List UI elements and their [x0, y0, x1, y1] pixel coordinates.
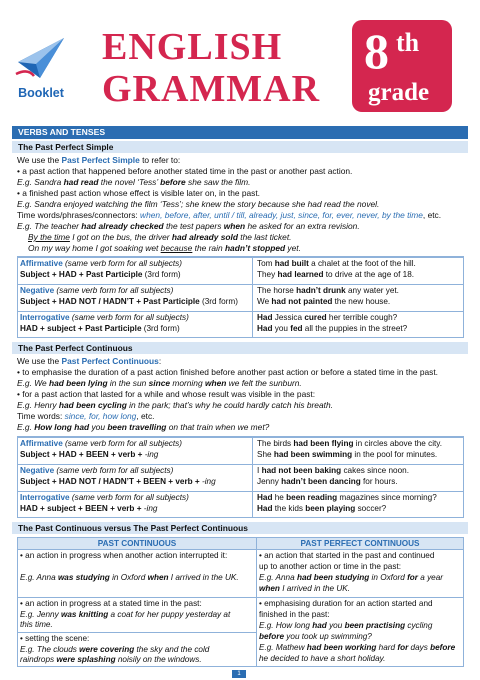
pps-example-4: By the time I got on the bus, the driver had already sold the last ticket. [28, 232, 292, 242]
left-example: raindrops were splashing noisily on the windows. [20, 655, 202, 664]
ppc-bullet-2: • for a past action that lasted for a while and whose result was visible in the past: [17, 389, 316, 399]
pps-forms-table [17, 256, 464, 338]
booklet-logo [12, 32, 70, 102]
form-example: Had you fed all the puppies in the street? [257, 324, 408, 333]
table-row [18, 284, 463, 311]
right-bullet: up to another action or time in the past: [259, 562, 402, 571]
heading-past-perfect-simple: The Past Perfect Simple [12, 141, 468, 153]
right-row-2 [257, 597, 463, 667]
ppc-example-2: E.g. Henry had been cycling in the park; that’s why he could hardly catch his breath. [17, 400, 333, 410]
right-example: he decided to have a short holiday. [259, 654, 386, 663]
pps-bullet-2: • a finished past action whose effect is visible later on, in the past. [17, 188, 260, 198]
pps-bullet-1: • a past action that happened before another stated time in the past or another past action. [17, 166, 353, 176]
form-formula: Subject + HAD NOT / HADN’T + BEEN + verb + -ing [20, 477, 216, 486]
table-row [18, 437, 463, 464]
grade-suffix: th [396, 28, 420, 57]
left-example: E.g. Jenny was knitting a coat for her puppy yesterday at [20, 610, 231, 619]
title-line-2: GRAMMAR [102, 68, 321, 110]
heading-comparison: The Past Continuous versus The Past Perfect Continuous [12, 522, 468, 534]
table-row [18, 311, 463, 338]
form-formula: Subject + HAD + Past Participle (3rd form) [20, 270, 181, 279]
form-example: I had not been baking cakes since noon. [257, 466, 409, 475]
page-number: 1 [232, 670, 246, 678]
logo-text: Booklet [18, 86, 64, 100]
left-example: this time. [20, 620, 53, 629]
form-label: Affirmative (same verb form for all subjects) [20, 439, 182, 448]
form-example: Tom had built a chalet at the foot of the hill. [257, 259, 416, 268]
right-bullet: • emphasising duration for an action started and [259, 599, 433, 608]
form-label: Negative (same verb form for all subjects) [20, 466, 174, 475]
ppc-time-words: Time words: since, for, how long, etc. [17, 411, 155, 421]
left-bullet: • an action in progress at a stated time in the past: [20, 599, 202, 608]
pps-intro: We use the Past Perfect Simple to refer to: [17, 155, 181, 165]
pps-example-2: E.g. Sandra enjoyed watching the film ‘Tess’; she knew the story because she had read the novel. [17, 199, 380, 209]
right-bullet: • an action that started in the past and continued [259, 551, 435, 560]
comparison-table [17, 537, 464, 667]
col-head-past-continuous: PAST CONTINUOUS [18, 538, 256, 549]
pps-time-words: Time words/phrases/connectors: when, before, after, until / till, already, just, since, for, ever, never, by the time, etc. [17, 210, 442, 220]
ppc-intro: We use the Past Perfect Continuous: [17, 356, 162, 366]
form-example: Jenny hadn’t been dancing for hours. [257, 477, 398, 486]
form-example: Had the kids been playing soccer? [257, 504, 387, 513]
form-label: Negative (same verb form for all subjects) [20, 286, 174, 295]
col-head-past-perfect-continuous: PAST PERFECT CONTINUOUS [257, 538, 463, 549]
page-title [102, 26, 320, 110]
table-row [18, 491, 463, 518]
table-row [18, 464, 463, 491]
form-formula: Subject + HAD + BEEN + verb + -ing [20, 450, 159, 459]
form-example: We had not painted the new house. [257, 297, 391, 306]
form-formula: HAD + subject + BEEN + verb + -ing [20, 504, 158, 513]
form-label: Interrogative (same verb form for all subjects) [20, 493, 189, 502]
left-bullet: • setting the scene: [20, 634, 90, 643]
ppc-example-1: E.g. We had been lying in the sun since morning when we felt the sunburn. [17, 378, 302, 388]
form-example: She had been swimming in the pool for minutes. [257, 450, 438, 459]
right-bullet: finished in the past: [259, 610, 330, 619]
form-label: Affirmative (same verb form for all subjects) [20, 259, 182, 268]
form-example: Had he been reading magazines since morning? [257, 493, 437, 502]
pps-example-1: E.g. Sandra had read the novel ‘Tess’ before she saw the film. [17, 177, 251, 187]
title-line-1: ENGLISH [102, 26, 283, 68]
form-formula: HAD + subject + Past Participle (3rd form) [20, 324, 180, 333]
ppc-forms-table [17, 436, 464, 518]
form-example: The horse hadn’t drunk any water yet. [257, 286, 399, 295]
right-example: E.g. How long had you been practising cycling [259, 621, 433, 630]
pps-example-3: E.g. The teacher had already checked the test papers when he asked for an extra revision. [17, 221, 360, 231]
form-example: The birds had been flying in circles above the city. [257, 439, 443, 448]
right-example: E.g. Mathew had been working hard for days before [259, 643, 456, 652]
left-row-1 [18, 549, 256, 597]
ppc-example-3: E.g. How long had you been travelling on that train when we met? [17, 422, 270, 432]
ppc-bullet-1: • to emphasise the duration of a past action finished before another past action or before a stated time in the past. [17, 367, 439, 377]
left-row-3 [18, 632, 256, 667]
left-example: E.g. Anna was studying in Oxford when I arrived in the UK. [20, 573, 239, 582]
form-formula: Subject + HAD NOT / HADN’T + Past Participle (3rd form) [20, 297, 238, 306]
left-bullet: • an action in progress when another action interrupted it: [20, 551, 228, 560]
table-row [18, 257, 463, 284]
form-example: They had learned to drive at the age of 18. [257, 270, 415, 279]
right-example: E.g. Anna had been studying in Oxford for a year [259, 573, 444, 582]
form-label: Interrogative (same verb form for all subjects) [20, 313, 189, 322]
form-example: Had Jessica cured her terrible cough? [257, 313, 398, 322]
grade-number: 8 [364, 23, 389, 79]
grade-word: grade [368, 79, 430, 106]
right-example: before you took up swimming? [259, 632, 372, 641]
right-example: when I arrived in the UK. [259, 584, 351, 593]
right-row-1 [257, 549, 463, 597]
pps-example-5: On my way home I got soaking wet because the rain hadn’t stopped yet. [28, 243, 301, 253]
paper-plane-icon [12, 32, 70, 86]
section-bar-verbs: VERBS AND TENSES [12, 126, 468, 139]
left-example: E.g. The clouds were covering the sky and the cold [20, 645, 210, 654]
left-row-2 [18, 597, 256, 632]
grade-badge [352, 20, 452, 112]
heading-past-perfect-continuous: The Past Perfect Continuous [12, 342, 468, 354]
